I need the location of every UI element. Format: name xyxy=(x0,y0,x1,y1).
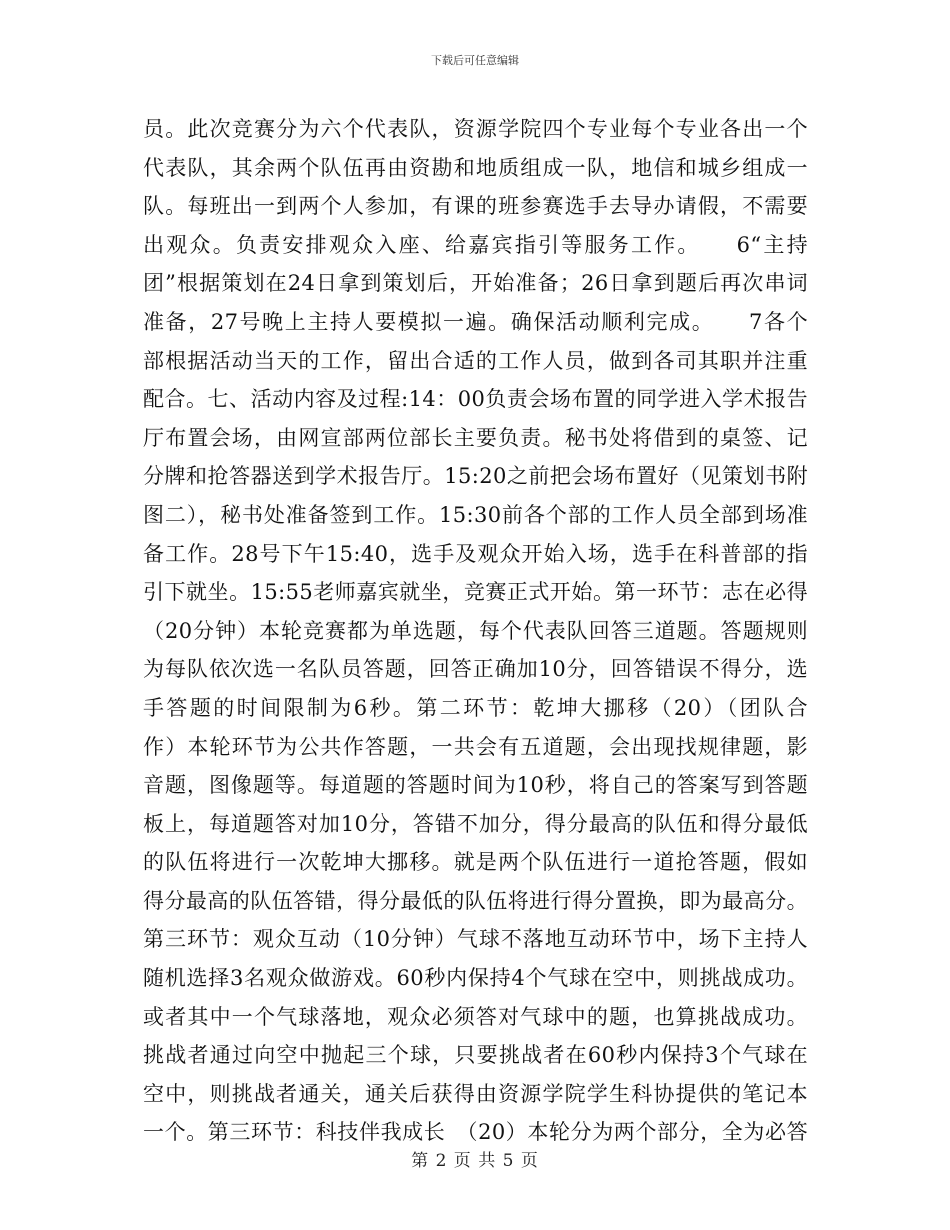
body-line: 引下就坐。15:55老师嘉宾就坐，竞赛正式开始。第一环节：志在必得 xyxy=(143,580,808,605)
body-line: 部根据活动当天的工作，留出合适的工作人员，做到各司其职并注重 xyxy=(143,348,808,373)
body-line: 出观众。负责安排观众入座、给嘉宾指引等服务工作。 6“主持 xyxy=(143,232,808,257)
page-header-note: 下载后可任意编辑 xyxy=(431,54,519,67)
body-line: 得分最高的队伍答错，得分最低的队伍将进行得分置换，即为最高分。 xyxy=(143,888,808,913)
body-line: 分牌和抢答器送到学术报告厅。15:20之前把会场布置好（见策划书附 xyxy=(143,464,808,489)
body-line: 音题，图像题等。每道题的答题时间为10秒，将自己的答案写到答题 xyxy=(143,773,808,798)
body-line: 准备，27号晚上主持人要模拟一遍。确保活动顺利完成。 7各个 xyxy=(143,309,808,334)
body-line: 手答题的时间限制为6秒。第二环节：乾坤大挪移（20）（团队合 xyxy=(143,695,808,720)
body-line: 的队伍将进行一次乾坤大挪移。就是两个队伍进行一道抢答题，假如 xyxy=(143,850,808,875)
body-line: 一个。第三环节：科技伴我成长 （20）本轮分为两个部分，全为必答 xyxy=(143,1120,808,1145)
document-body xyxy=(143,110,808,1152)
body-line: 厅布置会场，由网宣部两位部长主要负责。秘书处将借到的桌签、记 xyxy=(143,425,808,450)
body-line: 随机选择3名观众做游戏。60秒内保持4个气球在空中，则挑战成功。 xyxy=(143,966,808,991)
body-line: 作）本轮环节为公共作答题，一共会有五道题，会出现找规律题，影 xyxy=(143,734,808,759)
body-line: 员。此次竞赛分为六个代表队，资源学院四个专业每个专业各出一个 xyxy=(143,117,808,141)
body-line: 挑战者通过向空中抛起三个球，只要挑战者在60秒内保持3个气球在 xyxy=(143,1043,808,1068)
body-line: 为每队依次选一名队员答题，回答正确加10分，回答错误不得分，选 xyxy=(143,657,808,682)
body-line: 第三环节：观众互动（10分钟）气球不落地互动环节中，场下主持人 xyxy=(143,927,808,952)
body-line: 或者其中一个气球落地，观众必须答对气球中的题，也算挑战成功。 xyxy=(143,1004,808,1029)
body-line: 代表队，其余两个队伍再由资勘和地质组成一队，地信和城乡组成一 xyxy=(143,155,808,180)
body-line: 团”根据策划在24日拿到策划后，开始准备；26日拿到题后再次串词 xyxy=(143,271,808,296)
body-line: 图二），秘书处准备签到工作。15:30前各个部的工作人员全部到场准 xyxy=(143,502,808,527)
body-line: （20分钟）本轮竞赛都为单选题，每个代表队回答三道题。答题规则 xyxy=(143,618,808,643)
body-line: 配合。七、活动内容及过程:14：00负责会场布置的同学进入学术报告 xyxy=(143,387,808,412)
page-number: 第 2 页 共 5 页 xyxy=(411,1151,539,1171)
body-line: 板上，每道题答对加10分，答错不加分，得分最高的队伍和得分最低 xyxy=(143,811,808,836)
body-line: 队。每班出一到两个人参加，有课的班参赛选手去导办请假，不需要 xyxy=(143,194,808,219)
body-line: 备工作。28号下午15:40，选手及观众开始入场，选手在科普部的指 xyxy=(143,541,808,566)
body-line: 空中，则挑战者通关，通关后获得由资源学院学生科协提供的笔记本 xyxy=(143,1081,808,1106)
